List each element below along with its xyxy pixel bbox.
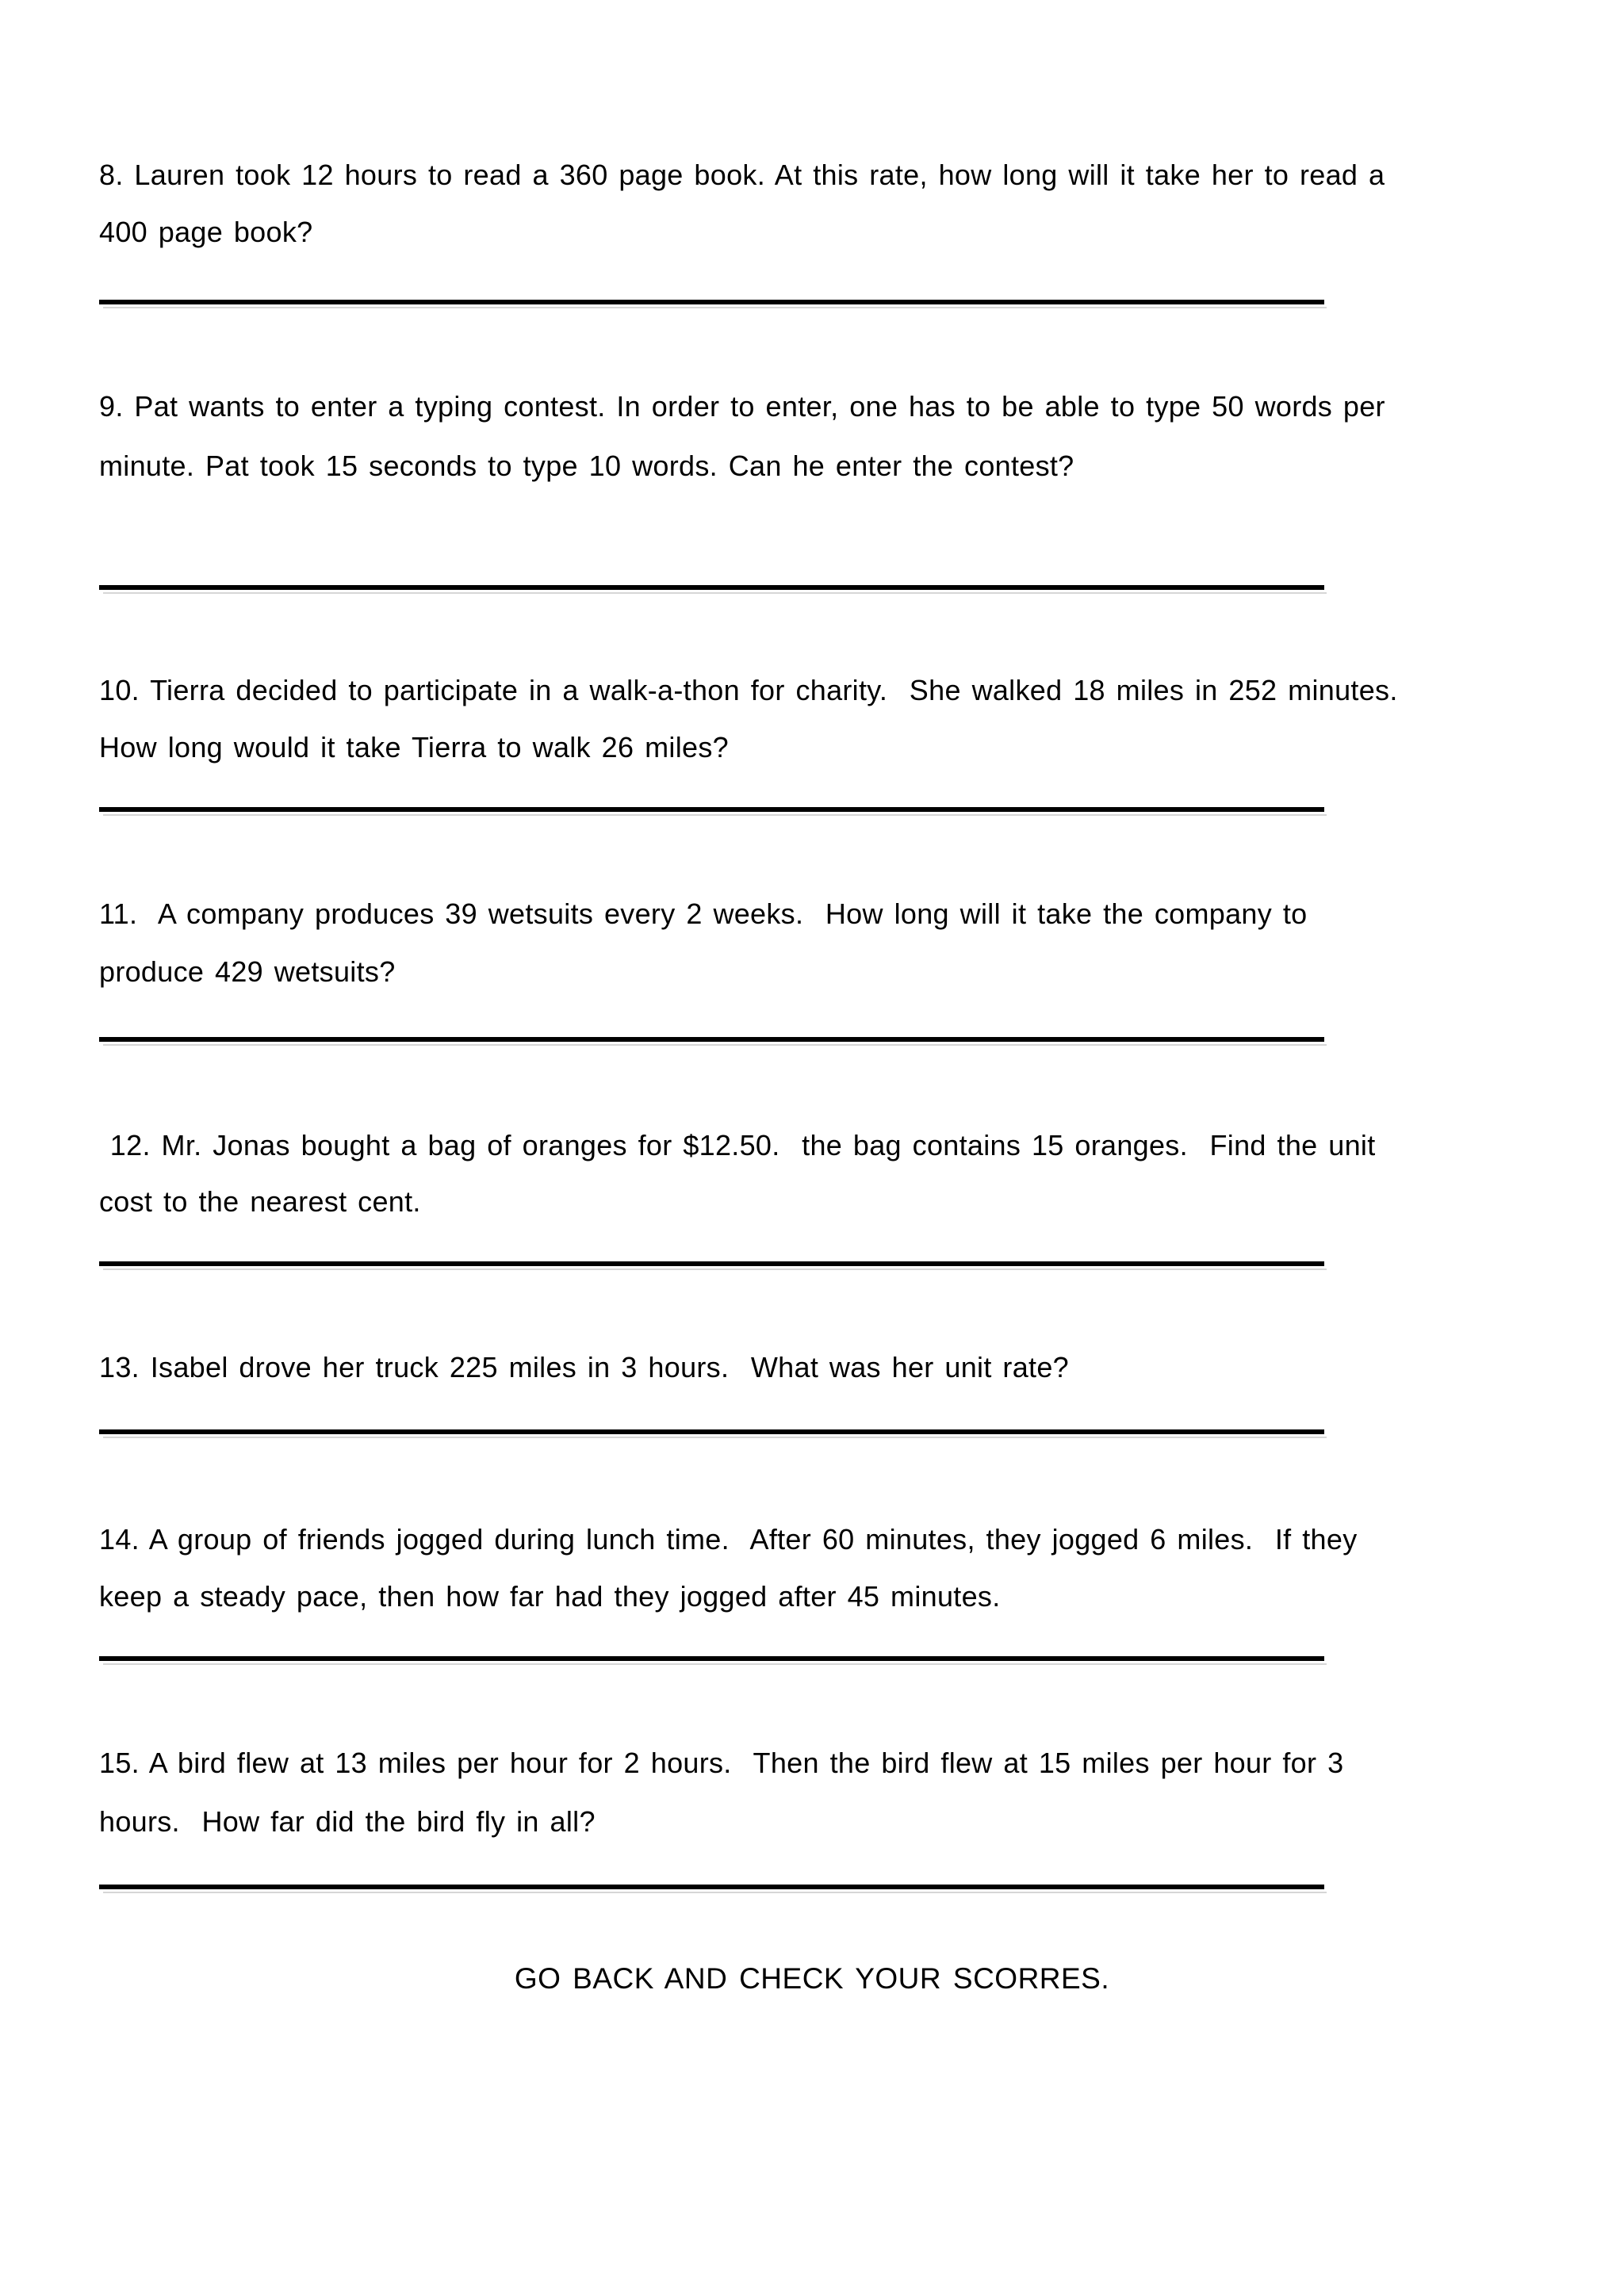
- question-9-line-2: minute. Pat took 15 seconds to type 10 words. Can he enter the contest?: [99, 450, 1074, 482]
- question-10-line-2: How long would it take Tierra to walk 26 miles?: [99, 731, 729, 763]
- answer-blank-q13: [99, 1429, 1324, 1434]
- question-14-line-1: 14. A group of friends jogged during lunch time. After 60 minutes, they jogged 6 miles. If they: [99, 1523, 1358, 1556]
- answer-blank-q11: [99, 1037, 1324, 1042]
- question-15-line-2: hours. How far did the bird fly in all?: [99, 1805, 596, 1838]
- question-11-line-1: 11. A company produces 39 wetsuits every 2 weeks. How long will it take the company to: [99, 897, 1308, 930]
- answer-blank-q12: [99, 1261, 1324, 1266]
- question-10-line-1: 10. Tierra decided to participate in a walk-a-thon for charity. She walked 18 miles in 252 minutes.: [99, 674, 1398, 706]
- question-12-line-1: 12. Mr. Jonas bought a bag of oranges for $12.50. the bag contains 15 oranges. Find the unit: [99, 1129, 1376, 1161]
- answer-blank-q9: [99, 585, 1324, 590]
- answer-blank-q8: [99, 300, 1324, 304]
- answer-blank-q10: [99, 807, 1324, 812]
- answer-blank-q15: [99, 1885, 1324, 1889]
- question-9-line-1: 9. Pat wants to enter a typing contest. In order to enter, one has to be able to type 50 words per: [99, 390, 1385, 423]
- question-13-line-1: 13. Isabel drove her truck 225 miles in 3 hours. What was her unit rate?: [99, 1351, 1069, 1383]
- footer-instruction: GO BACK AND CHECK YOUR SCORRES.: [514, 1962, 1110, 1995]
- question-8-line-2: 400 page book?: [99, 216, 313, 248]
- question-8-line-1: 8. Lauren took 12 hours to read a 360 page book. At this rate, how long will it take her to read a: [99, 159, 1385, 191]
- question-15-line-1: 15. A bird flew at 13 miles per hour for 2 hours. Then the bird flew at 15 miles per hour for 3: [99, 1747, 1344, 1779]
- answer-blank-q14: [99, 1656, 1324, 1661]
- question-14-line-2: keep a steady pace, then how far had they jogged after 45 minutes.: [99, 1580, 1001, 1613]
- question-11-line-2: produce 429 wetsuits?: [99, 955, 396, 988]
- question-12-line-2: cost to the nearest cent.: [99, 1185, 421, 1218]
